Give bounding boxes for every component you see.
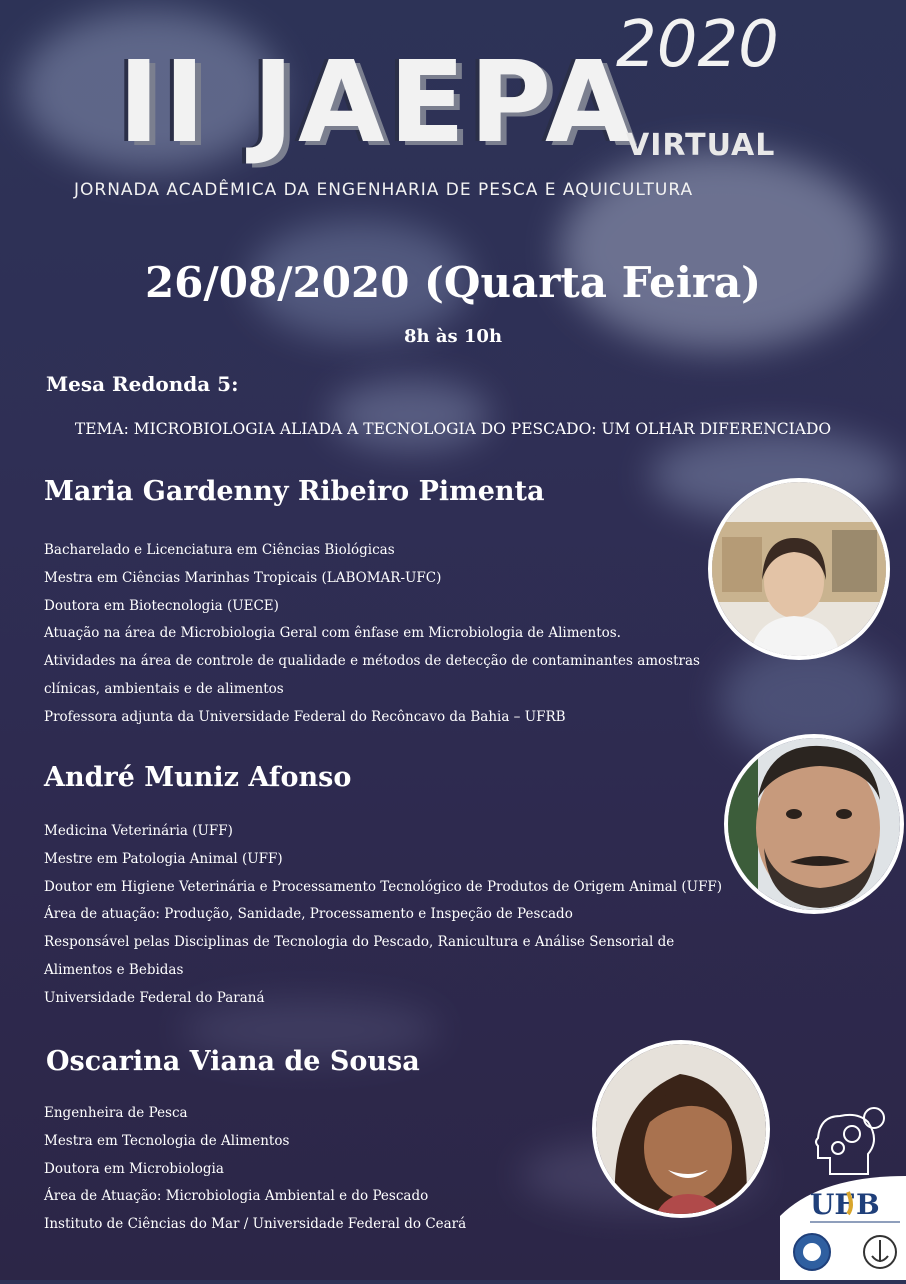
credential-item: Responsável pelas Disciplinas de Tecnologia do Pescado, Ranicultura e Análise Sensorial de (44, 934, 675, 951)
credential-item: Área de Atuação: Microbiologia Ambiental e do Pescado (44, 1188, 429, 1205)
speaker-photo-image (728, 738, 900, 910)
credential-item: Instituto de Ciências do Mar / Universidade Federal do Ceará (44, 1216, 467, 1233)
speaker-credentials (44, 537, 700, 732)
credential-item: Alimentos e Bebidas (44, 961, 184, 978)
credential-item: Doutora em Biotecnologia (UECE) (44, 597, 279, 614)
speaker-photo (708, 478, 890, 660)
ufrb-logo: UF (810, 1188, 855, 1221)
event-year: 2020 (616, 8, 779, 82)
credential-item: Atividades na área de controle de qualidade e métodos de detecção de contaminantes amostras (44, 653, 700, 670)
event-mode: VIRTUAL (626, 128, 776, 163)
credential-item: Doutora em Microbiologia (44, 1160, 224, 1177)
credential-item: Mestra em Tecnologia de Alimentos (44, 1132, 290, 1149)
credential-item: Atuação na área de Microbiologia Geral com ênfase em Microbiologia de Alimentos. (44, 625, 621, 642)
credential-item: Doutor em Higiene Veterinária e Processamento Tecnológico de Produtos de Origem Animal (UFF) (44, 878, 723, 895)
speaker-credentials (44, 818, 722, 1013)
speaker-photo (724, 734, 904, 914)
credential-item: clínicas, ambientais e de alimentos (44, 680, 284, 697)
credential-item: Medicina Veterinária (UFF) (44, 823, 233, 839)
credential-item: Universidade Federal do Paraná (44, 989, 265, 1006)
event-date: 26/08/2020 (Quarta Feira) (144, 258, 762, 307)
event-time: 8h às 10h (403, 326, 503, 347)
speaker-photo (592, 1040, 770, 1218)
credential-item: Área de atuação: Produção, Sanidade, Processamento e Inspeção de Pescado (44, 906, 573, 923)
institution-logos (780, 1096, 906, 1280)
session-label: Mesa Redonda 5: (46, 372, 239, 396)
ufrb-logo-suffix: B (856, 1188, 880, 1221)
credential-item: Bacharelado e Licenciatura em Ciências Biológicas (44, 542, 395, 558)
speaker-name: Oscarina Viana de Sousa (46, 1046, 420, 1077)
event-subtitle: JORNADA ACADÊMICA DA ENGENHARIA DE PESCA E AQUICULTURA (74, 180, 694, 200)
credential-item: Engenheira de Pesca (44, 1105, 188, 1121)
credential-item: Mestre em Patologia Animal (UFF) (44, 850, 283, 867)
speaker-name: Maria Gardenny Ribeiro Pimenta (44, 476, 545, 507)
speaker-credentials (44, 1100, 466, 1239)
brain-gear-icon (816, 1108, 884, 1174)
speaker-photo-image (712, 482, 886, 656)
session-theme: TEMA: MICROBIOLOGIA ALIADA A TECNOLOGIA DO PESCADO: UM OLHAR DIFERENCIADO (74, 420, 832, 438)
credential-item: Professora adjunta da Universidade Federal do Recôncavo da Bahia – UFRB (44, 708, 566, 725)
event-title: II JAEPA (118, 38, 636, 168)
speaker-name: André Muniz Afonso (44, 762, 352, 793)
credential-item: Mestra em Ciências Marinhas Tropicais (LABOMAR-UFC) (44, 569, 442, 586)
speaker-photo-image (596, 1044, 766, 1214)
logo-area (780, 1096, 906, 1280)
